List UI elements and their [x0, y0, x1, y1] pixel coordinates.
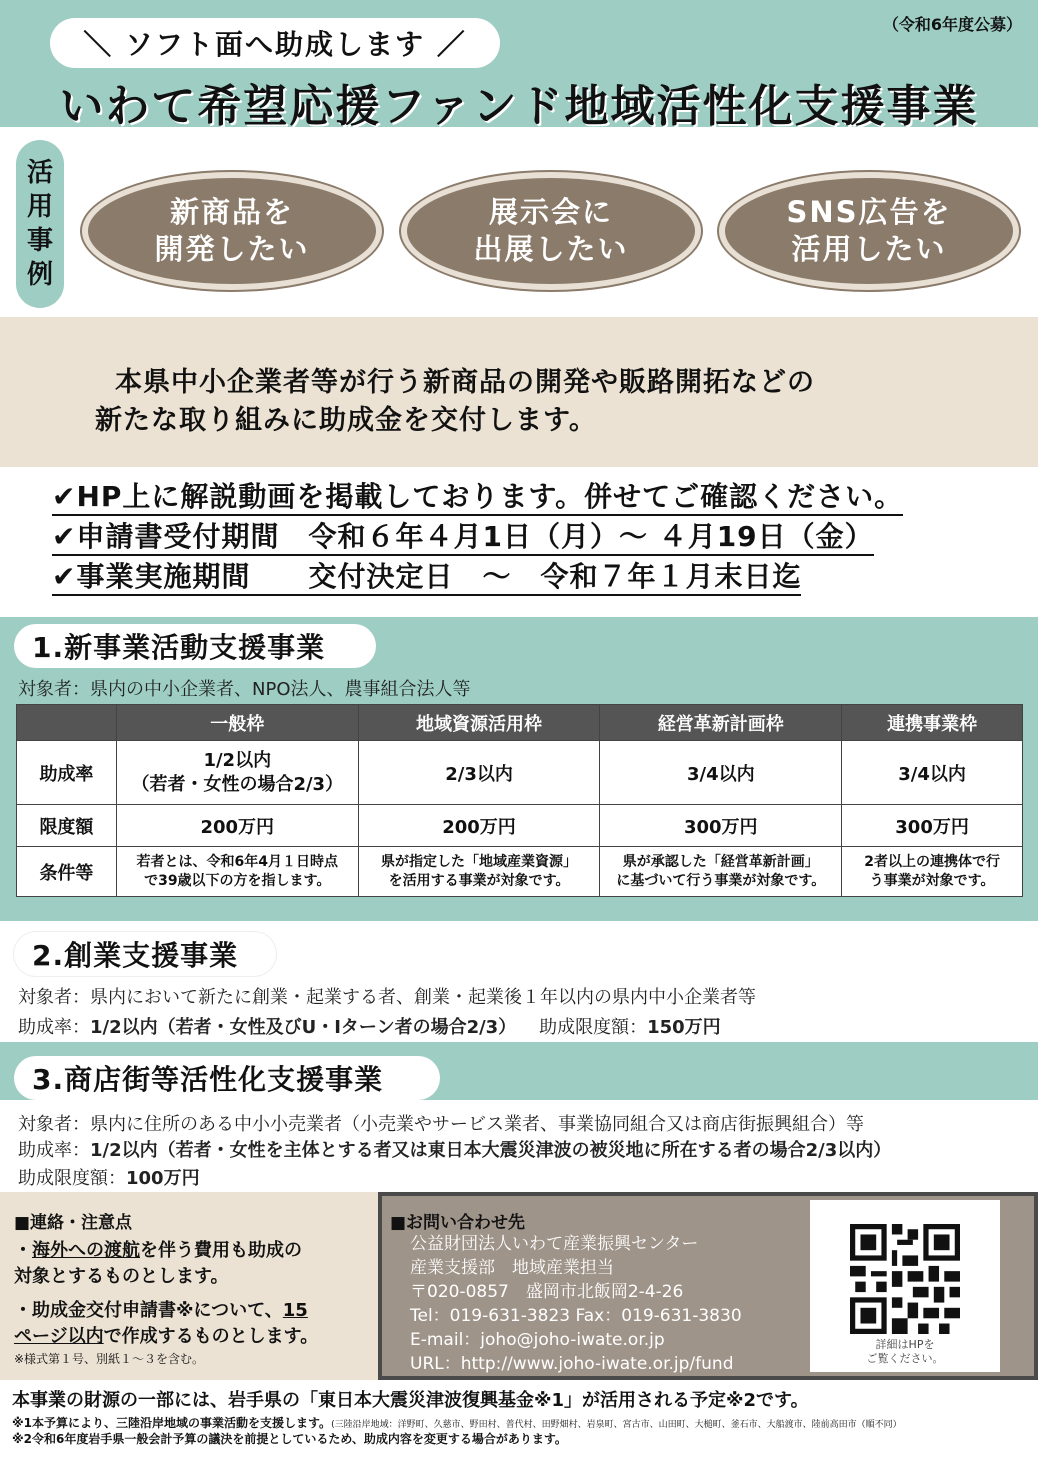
note-emphasis: ページ以内	[14, 1326, 104, 1347]
limit-value: 150万円	[647, 1017, 721, 1038]
table-cell: 200万円	[116, 805, 358, 847]
table-cell: 県が承認した「経営革新計画」 に基づいて行う事業が対象です。	[600, 847, 842, 897]
footer-main: 本事業の財源の一部には、岩手県の「東日本大震災津波復興基金※1」が活用される予定※2です。	[12, 1390, 809, 1411]
notes-item-overseas	[14, 1238, 374, 1290]
section2-rate-line	[18, 1013, 721, 1039]
table-row	[17, 805, 1023, 847]
section1-title: 1.新事業活動支援事業	[14, 624, 376, 668]
limit-label: 助成限度額：	[539, 1017, 648, 1038]
soft-support-pill: ＼ ソフト面へ助成します ／	[50, 18, 500, 68]
contact-line[interactable]: URL：http://www.joho-iwate.or.jp/fund	[410, 1354, 734, 1374]
table-cell: 2/3以内	[358, 741, 600, 805]
note-text: で作成するものとします。	[103, 1326, 319, 1347]
check-item-application-period: ✔申請書受付期間 令和６年４月1日（月）～ ４月19日（金）	[52, 520, 874, 556]
example-exhibition	[401, 172, 701, 290]
example-line: 出展したい	[473, 232, 629, 266]
header-band	[0, 0, 1038, 132]
example-new-product	[82, 172, 382, 290]
contact-line: 公益財団法人いわて産業振興センター	[410, 1234, 699, 1254]
note-text: ・	[14, 1240, 32, 1261]
table-cell: 若者とは、令和6年4月１日時点 で39歳以下の方を指します。	[116, 847, 358, 897]
table-cell: 3/4以内	[842, 741, 1023, 805]
section2-title: 2.創業支援事業	[14, 932, 276, 976]
section2-target: 対象者：県内において新たに創業・起業する者、創業・起業後１年以内の県内中小企業者等	[18, 987, 756, 1008]
table-cell: 300万円	[600, 805, 842, 847]
qr-caption-line: 詳細はHPを	[875, 1338, 935, 1351]
section3-title: 3.商店街等活性化支援事業	[14, 1056, 440, 1100]
row-label: 限度額	[17, 805, 117, 847]
qr-caption	[810, 1338, 1000, 1366]
notes-box	[0, 1192, 378, 1380]
rate-value: 1/2以内（若者・女性及びU・Iターン者の場合2/3）	[90, 1017, 517, 1038]
table-header: 地域資源活用枠	[358, 705, 600, 741]
rate-label: 助成率：	[18, 1140, 90, 1161]
example-line: 新商品を	[169, 195, 294, 229]
note-text: を伴う費用も助成の	[140, 1240, 302, 1261]
row-label: 条件等	[17, 847, 117, 897]
footer-note1-bold: ※1本予算により、三陸沿岸地域の事業活動を支援します。	[12, 1416, 332, 1430]
section1-table	[16, 704, 1023, 897]
table-row	[17, 741, 1023, 805]
rate-label: 助成率：	[18, 1017, 90, 1038]
section3-rate-line	[18, 1136, 891, 1162]
footer-note1	[12, 1412, 902, 1431]
table-cell: 3/4以内	[600, 741, 842, 805]
note-emphasis: 15	[282, 1300, 308, 1321]
page-title: いわて希望応援ファンド地域活性化支援事業	[59, 81, 979, 132]
limit-value: 100万円	[126, 1168, 200, 1189]
table-header: 一般枠	[116, 705, 358, 741]
qr-caption-line: ご覧ください。	[866, 1352, 944, 1365]
table-cell: 300万円	[842, 805, 1023, 847]
footer-note2: ※2令和6年度岩手県一般会計予算の議決を前提としているため、助成内容を変更する場合があります。	[12, 1432, 567, 1446]
contact-line: 〒020-0857 盛岡市北飯岡2-4-26	[410, 1282, 684, 1302]
contact-line: 産業支援部 地域産業担当	[410, 1258, 614, 1278]
example-line: 開発したい	[154, 232, 310, 266]
rate-value: 1/2以内（若者・女性を主体とする者又は東日本大震災津波の被災地に所在する者の場合2/3以内）	[90, 1140, 892, 1161]
intro-line: 本県中小企業者等が行う新商品の開発や販路開拓などの	[115, 367, 815, 398]
table-header	[17, 705, 117, 741]
example-line: SNS広告を	[786, 195, 952, 229]
table-header: 経営革新計画枠	[600, 705, 842, 741]
section3-target: 対象者：県内に住所のある中小小売業者（小売業やサービス業者、事業協同組合又は商店街振興組合）等	[18, 1114, 864, 1135]
note-text: ・助成金交付申請書※について、	[14, 1300, 283, 1321]
table-cell: 1/2以内 （若者・女性の場合2/3）	[116, 741, 358, 805]
table-header: 連携事業枠	[842, 705, 1023, 741]
note-text: 対象とするものとします。	[14, 1266, 229, 1287]
section3-limit-line	[18, 1164, 200, 1190]
examples-label-char: 事	[26, 226, 53, 256]
examples-label-char: 用	[26, 192, 53, 222]
footer-note1-small: (三陸沿岸地域：洋野町、久慈市、野田村、普代村、田野畑村、岩泉町、宮古市、山田町、大槌町、釜石市、大船渡市、陸前高田市（順不同）	[331, 1420, 902, 1430]
divider	[0, 917, 1038, 921]
examples-label-char: 活	[26, 158, 53, 188]
table-header-row	[17, 705, 1023, 741]
intro-line: 新たな取り組みに助成金を交付します。	[95, 405, 597, 436]
check-item-implementation-period: ✔事業実施期間 交付決定日 ～ 令和７年１月末日迄	[52, 560, 801, 596]
notes-item-pages	[14, 1298, 378, 1350]
check-item-video: ✔HP上に解説動画を掲載しております。併せてご確認ください。	[52, 480, 903, 516]
notes-small: ※様式第１号、別紙１～３を含む。	[14, 1352, 205, 1366]
section1-target: 対象者：県内の中小企業者、NPO法人、農事組合法人等	[18, 679, 471, 700]
contact-lines	[410, 1232, 742, 1376]
row-label: 助成率	[17, 741, 117, 805]
year-tag: （令和6年度公募）	[882, 15, 1022, 34]
example-sns	[719, 172, 1019, 290]
table-row	[17, 847, 1023, 897]
example-line: 展示会に	[488, 195, 613, 229]
contact-heading: ■お問い合わせ先	[390, 1213, 526, 1233]
contact-line[interactable]: E-mail：joho@joho-iwate.or.jp	[410, 1330, 665, 1350]
table-cell: 200万円	[358, 805, 600, 847]
table-cell: 2者以上の連携体で行 う事業が対象です。	[842, 847, 1023, 897]
qr-code-icon	[850, 1224, 960, 1334]
examples-label	[16, 140, 64, 308]
note-emphasis: 海外への渡航	[32, 1240, 140, 1261]
contact-line: Tel：019-631-3823 Fax：019-631-3830	[410, 1306, 742, 1326]
qr-panel[interactable]	[810, 1200, 1000, 1372]
example-line: 活用したい	[791, 232, 947, 266]
examples-label-char: 例	[26, 260, 53, 290]
limit-label: 助成限度額：	[18, 1168, 126, 1189]
notes-heading: ■連絡・注意点	[14, 1213, 133, 1233]
table-cell: 県が指定した「地域産業資源」 を活用する事業が対象です。	[358, 847, 600, 897]
